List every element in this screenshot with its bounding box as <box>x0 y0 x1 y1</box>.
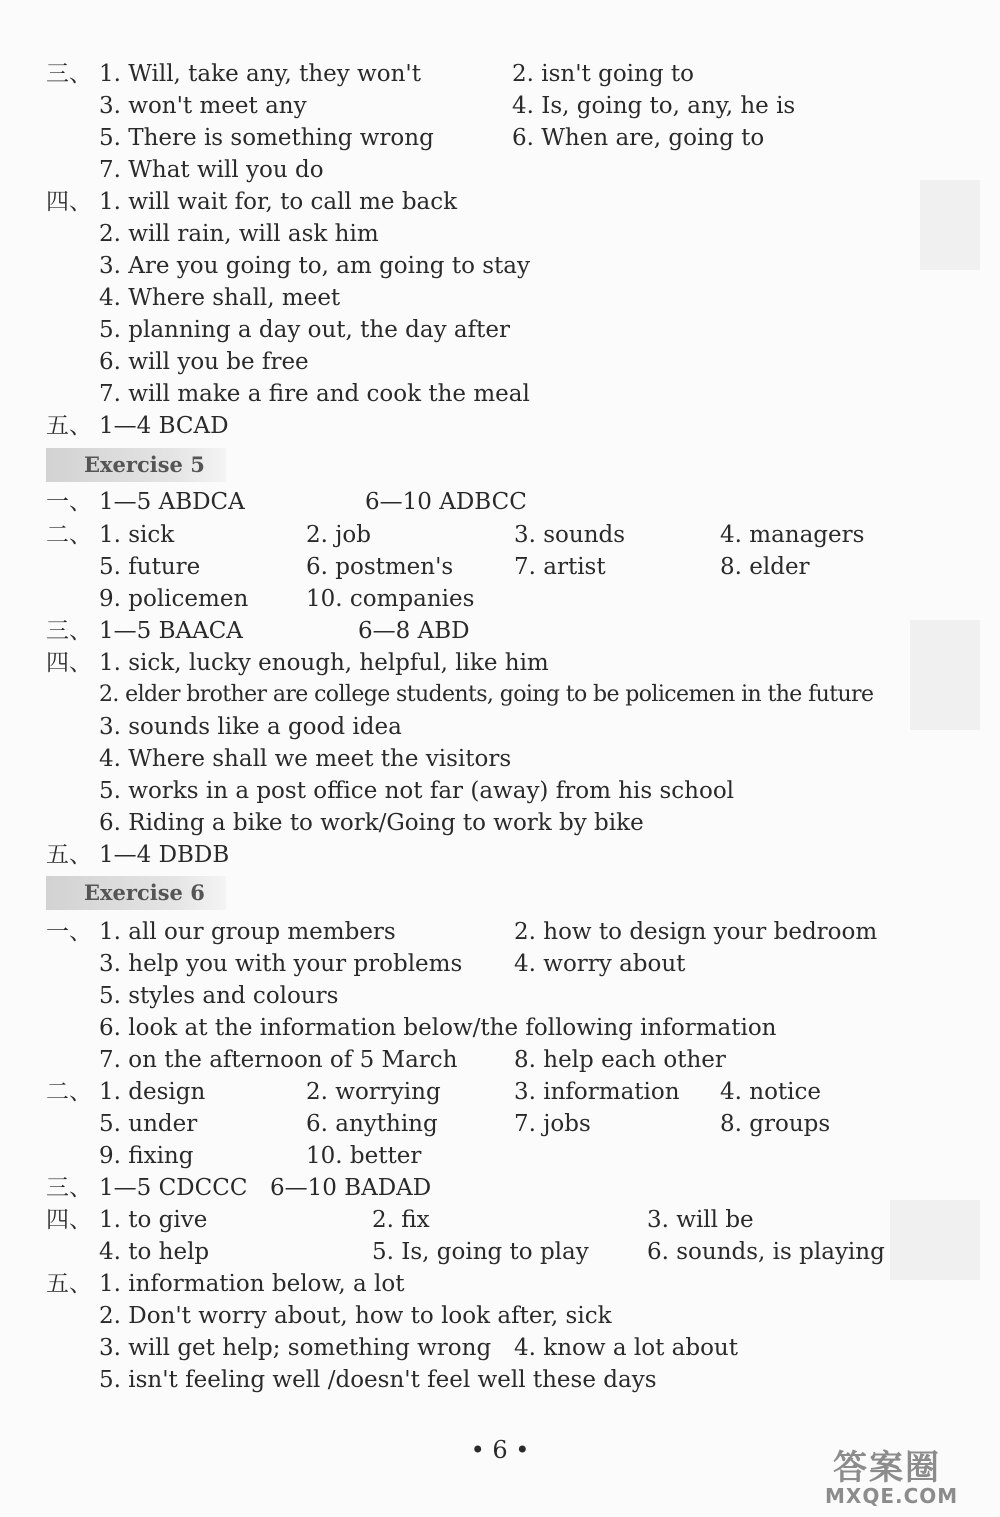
answer-item: 4. know a lot about <box>514 1335 738 1361</box>
answer-line <box>0 839 1000 871</box>
answer-item: 4. Is, going to, any, he is <box>512 93 796 119</box>
answer-line <box>0 583 1000 615</box>
answer-item: 7. artist <box>514 554 606 580</box>
answer-line <box>0 775 1000 807</box>
page-number: • 6 • <box>470 1436 530 1464</box>
answer-item: 1. sick <box>99 522 175 548</box>
answer-line <box>0 807 1000 839</box>
answer-line <box>0 250 1000 282</box>
answer-item: 5. under <box>99 1111 198 1137</box>
answer-item: 5. styles and colours <box>99 983 339 1009</box>
answer-item: 6—10 BADAD <box>270 1175 432 1201</box>
answer-line <box>0 410 1000 442</box>
answer-item: 1—4 DBDB <box>99 842 230 868</box>
answer-line <box>0 679 1000 711</box>
answer-item: 6. anything <box>306 1111 438 1137</box>
answer-item: 6—8 ABD <box>358 618 470 644</box>
answer-item: 3. Are you going to, am going to stay <box>99 253 530 279</box>
answer-item: 2. how to design your bedroom <box>514 919 878 945</box>
answer-line <box>0 1012 1000 1044</box>
answer-item: 2. worrying <box>306 1079 441 1105</box>
answer-item: 2. job <box>306 522 371 548</box>
answer-line <box>0 1300 1000 1332</box>
section-label: 一、 <box>46 919 92 945</box>
answer-item: 5. planning a day out, the day after <box>99 317 510 343</box>
answer-line <box>0 551 1000 583</box>
answer-line <box>0 1108 1000 1140</box>
exercise-5-title: Exercise 5 <box>84 452 205 477</box>
answer-line <box>0 186 1000 218</box>
answer-line <box>0 743 1000 775</box>
answer-item: 1—5 BAACA <box>99 618 243 644</box>
exercise-6-banner <box>46 876 226 910</box>
answer-item: 1. Will, take any, they won't <box>99 61 421 87</box>
section-label: 三、 <box>46 1175 92 1201</box>
answer-item: 2. fix <box>372 1207 430 1233</box>
answer-line <box>0 1332 1000 1364</box>
answer-line <box>0 346 1000 378</box>
answer-item: 3. help you with your problems <box>99 951 463 977</box>
answer-item: 2. elder brother are college students, going to be policemen in the future <box>99 682 874 707</box>
answer-line <box>0 1236 1000 1268</box>
answer-item: 3. sounds like a good idea <box>99 714 402 740</box>
answer-item: 2. Don't worry about, how to look after, sick <box>99 1303 612 1329</box>
answer-item: 1. will wait for, to call me back <box>99 189 458 215</box>
section-label: 四、 <box>46 1207 92 1233</box>
answer-line <box>0 1172 1000 1204</box>
answer-item: 3. won't meet any <box>99 93 307 119</box>
watermark-title: 答案圈 <box>833 1448 941 1488</box>
answer-item: 4. managers <box>720 522 865 548</box>
section-label: 二、 <box>46 522 92 548</box>
answer-item: 5. Is, going to play <box>372 1239 589 1265</box>
answer-line <box>0 1140 1000 1172</box>
answer-item: 4. to help <box>99 1239 210 1265</box>
section-label: 四、 <box>46 650 92 676</box>
section-label: 二、 <box>46 1079 92 1105</box>
answer-item: 1—4 BCAD <box>99 413 229 439</box>
answer-item: 4. Where shall, meet <box>99 285 341 311</box>
answer-item: 1. to give <box>99 1207 208 1233</box>
answer-line <box>0 519 1000 551</box>
answer-line <box>0 58 1000 90</box>
answer-line <box>0 1044 1000 1076</box>
answer-item: 6. will you be free <box>99 349 309 375</box>
watermark-logo <box>825 1440 995 1510</box>
answer-item: 1. all our group members <box>99 919 396 945</box>
answer-item: 7. on the afternoon of 5 March <box>99 1047 458 1073</box>
answer-item: 5. isn't feeling well /doesn't feel well these days <box>99 1367 657 1393</box>
answer-item: 3. information <box>514 1079 680 1105</box>
section-label: 五、 <box>46 413 92 439</box>
answer-line <box>0 647 1000 679</box>
answer-item: 3. will get help; something wrong <box>99 1335 492 1361</box>
answer-item: 6. sounds, is playing <box>647 1239 885 1265</box>
answer-item: 10. companies <box>306 586 475 612</box>
answer-item: 1—5 ABDCA <box>99 489 245 515</box>
answer-item: 1. sick, lucky enough, helpful, like him <box>99 650 549 676</box>
answer-item: 4. worry about <box>514 951 686 977</box>
answer-line <box>0 1204 1000 1236</box>
answer-item: 6. Riding a bike to work/Going to work by bike <box>99 810 644 836</box>
answer-item: 2. will rain, will ask him <box>99 221 379 247</box>
answer-item: 8. help each other <box>514 1047 726 1073</box>
answer-line <box>0 218 1000 250</box>
answer-line <box>0 916 1000 948</box>
answer-item: 1. design <box>99 1079 206 1105</box>
answer-line <box>0 711 1000 743</box>
section-label: 五、 <box>46 842 92 868</box>
section-label: 一、 <box>46 489 92 515</box>
answer-line <box>0 90 1000 122</box>
answer-item: 8. elder <box>720 554 810 580</box>
answer-item: 3. sounds <box>514 522 626 548</box>
section-label: 三、 <box>46 61 92 87</box>
answer-item: 6—10 ADBCC <box>365 489 527 515</box>
answer-line <box>0 1268 1000 1300</box>
answer-item: 5. works in a post office not far (away) from his school <box>99 778 735 804</box>
answer-item: 6. postmen's <box>306 554 454 580</box>
answer-line <box>0 1076 1000 1108</box>
answer-item: 9. policemen <box>99 586 249 612</box>
answer-item: 7. jobs <box>514 1111 591 1137</box>
answer-line <box>0 615 1000 647</box>
section-label: 三、 <box>46 618 92 644</box>
answer-item: 4. notice <box>720 1079 822 1105</box>
answer-line <box>0 378 1000 410</box>
watermark-url: MXQE.COM <box>825 1484 959 1508</box>
answer-item: 3. will be <box>647 1207 754 1233</box>
answer-item: 1—5 CDCCC <box>99 1175 248 1201</box>
answer-item: 9. fixing <box>99 1143 194 1169</box>
answer-line <box>0 154 1000 186</box>
answer-line <box>0 1364 1000 1396</box>
answer-line <box>0 980 1000 1012</box>
answer-item: 7. What will you do <box>99 157 324 183</box>
answer-item: 4. Where shall we meet the visitors <box>99 746 512 772</box>
answer-item: 6. When are, going to <box>512 125 765 151</box>
answer-item: 7. will make a fire and cook the meal <box>99 381 530 407</box>
section-label: 四、 <box>46 189 92 215</box>
answer-item: 8. groups <box>720 1111 831 1137</box>
answer-item: 10. better <box>306 1143 422 1169</box>
answer-line <box>0 486 1000 518</box>
answer-line <box>0 314 1000 346</box>
answer-item: 5. future <box>99 554 201 580</box>
answer-item: 5. There is something wrong <box>99 125 434 151</box>
exercise-5-banner <box>46 448 226 482</box>
answer-line <box>0 122 1000 154</box>
exercise-6-title: Exercise 6 <box>84 880 205 905</box>
answer-line <box>0 948 1000 980</box>
answer-item: 6. look at the information below/the following information <box>99 1015 777 1041</box>
answer-item: 2. isn't going to <box>512 61 694 87</box>
section-label: 五、 <box>46 1271 92 1297</box>
answer-line <box>0 282 1000 314</box>
answer-item: 1. information below, a lot <box>99 1271 405 1297</box>
